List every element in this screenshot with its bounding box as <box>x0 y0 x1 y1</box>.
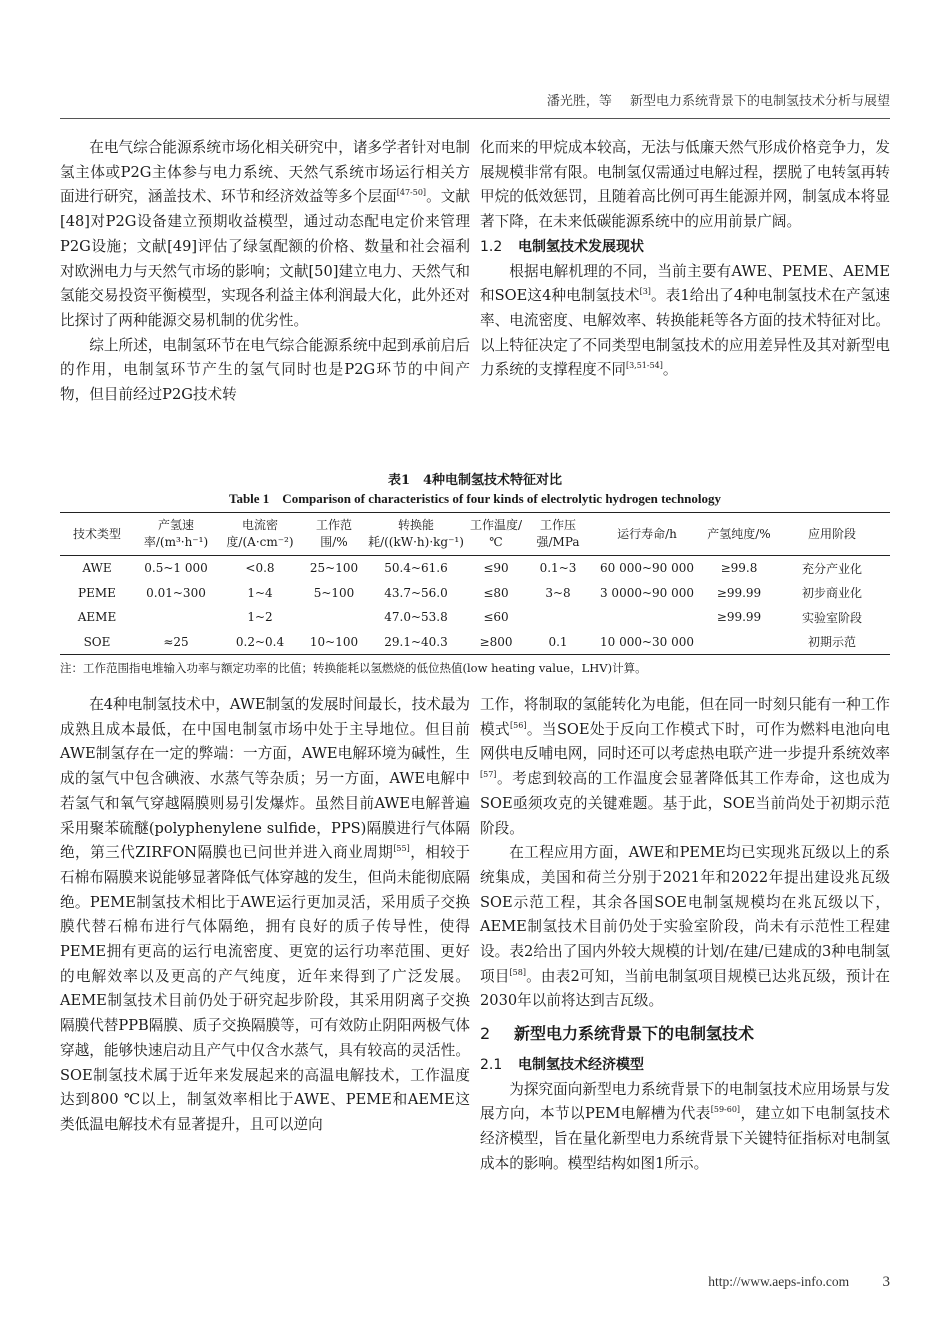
page-number: 3 <box>882 1274 890 1290</box>
citation: [57] <box>480 770 497 780</box>
table-title-cn: 表1 4种电制氢技术特征对比 <box>387 473 563 488</box>
column-header: 应用阶段 <box>807 526 856 541</box>
table-cell: 60 000~90 000 <box>599 561 695 576</box>
table-cell: 0.1 <box>548 634 568 649</box>
header-divider <box>60 118 890 119</box>
table-cell: ≤80 <box>483 585 509 600</box>
table-cell: 充分产业化 <box>801 561 862 576</box>
table-cell: ≥99.8 <box>720 561 758 576</box>
table-cell: 0.01~300 <box>146 585 206 600</box>
citation: [55] <box>393 844 410 854</box>
table-cell <box>134 605 218 630</box>
table-cell: PEME <box>78 585 116 600</box>
column-header: 运行寿命/h <box>617 526 677 541</box>
table-cell: AEME <box>77 610 117 625</box>
right-column-top <box>480 136 890 383</box>
table-cell: 3~8 <box>545 585 571 600</box>
section-heading-2-1: 2.1 电制氢技术经济模型 <box>480 1056 644 1073</box>
table-note: 注：工作范围指电堆输入功率与额定功率的比值；转换能耗以氢燃烧的低位热值(low heating value，LHV)计算。 <box>60 661 647 675</box>
table-cell: <0.8 <box>245 561 275 576</box>
citation: [58] <box>509 967 526 977</box>
table-row <box>60 581 890 606</box>
table-cell <box>302 605 366 630</box>
table-cell <box>590 605 704 630</box>
column-header: 工作温度/℃ <box>469 518 523 549</box>
table-cell: 25~100 <box>309 561 359 576</box>
right-column-bottom <box>480 693 890 1176</box>
table-cell: 实验室阶段 <box>801 610 862 625</box>
column-header: 工作范围/% <box>315 518 352 549</box>
header-authors: 潘光胜，等 <box>546 94 612 109</box>
table-cell: 29.1~40.3 <box>384 634 448 649</box>
table-cell: 1~4 <box>247 585 273 600</box>
journal-url: http://www.aeps-info.com <box>708 1274 850 1289</box>
table-cell: 3 0000~90 000 <box>599 585 695 600</box>
column-header: 产氢纯度/% <box>707 526 771 541</box>
section-heading-1-2: 1.2 电制氢技术发展现状 <box>480 238 644 255</box>
table-1 <box>60 472 890 676</box>
paragraph: 综上所述，电制氢环节在电气综合能源系统中起到承前启后的作用，电制氢环节产生的氢气同时也是P2G环节的中间产物，但目前经过P2G技术转 <box>60 336 470 404</box>
table-cell: 0.5~1 000 <box>144 561 208 576</box>
citation: [59-60] <box>710 1105 741 1115</box>
table-header-row <box>60 513 890 556</box>
column-header: 产氢速率/(m³·h⁻¹) <box>143 518 209 549</box>
running-header <box>470 90 890 109</box>
table-cell: AWE <box>82 561 112 576</box>
table-cell: ≥99.99 <box>716 610 762 625</box>
table-row <box>60 605 890 630</box>
table-row <box>60 556 890 581</box>
citation: [56] <box>510 720 527 730</box>
paragraph: 在工程应用方面，AWE和PEME均已实现兆瓦级以上的系统集成，美国和荷兰分别于2021年和2022年提出建设兆瓦级SOE示范工程，其余各国SOE电制氢规模均在兆瓦级以下，AEME制氢技术目前仍处于实验室阶段，尚未有示范性工程建设。表2给出了国内外较大规模的计划/在建/已建成的3种电制氢项目[58]。由表2可知，当前电制氢项目规模已达兆瓦级，预计在2030年以前将达到吉瓦级。 <box>480 844 890 1010</box>
table-title-en: Table 1 Comparison of characteristics of four kinds of electrolytic hydrogen technology <box>228 491 722 506</box>
table-cell: ≈25 <box>163 634 189 649</box>
table-cell: 10~100 <box>309 634 359 649</box>
left-column-top <box>60 136 470 408</box>
paragraph: 为探究面向新型电力系统背景下的电制氢技术应用场景与发展方向，本节以PEM电解槽为代表[59-60]，建立如下电制氢技术经济模型，旨在量化新型电力系统背景下关键特征指标对电制氢成本的影响。模型结构如图1所示。 <box>480 1080 890 1172</box>
table-cell: 47.0~53.8 <box>384 610 448 625</box>
paragraph: 化而来的甲烷成本较高，无法与低廉天然气形成价格竞争力，发展规模非常有限。电制氢仅需通过电解过程，摆脱了电转氢再转甲烷的低效惩罚，且随着高比例可再生能源并网，制氢成本将显著下降，在未来低碳能源系统中的应用前景广阔。 <box>480 139 890 231</box>
table-cell: ≤90 <box>483 561 509 576</box>
page-footer <box>560 1274 890 1291</box>
paragraph: 根据电解机理的不同，当前主要有AWE、PEME、AEME和SOE这4种电制氢技术[3]。表1给出了4种电制氢技术在产氢速率、电流密度、电解效率、转换能耗等各方面的技术特征对比。以上特征决定了不同类型电制氢技术的应用差异性及其对新型电力系统的支撑程度不同[3,51-54]。 <box>480 262 890 379</box>
section-heading-2: 2 新型电力系统背景下的电制氢技术 <box>480 1024 755 1044</box>
header-title: 新型电力系统背景下的电制氢技术分析与展望 <box>629 94 890 109</box>
column-header: 技术类型 <box>72 526 121 541</box>
table-cell: 10 000~30 000 <box>599 634 695 649</box>
table-cell <box>704 630 774 655</box>
paragraph: 在4种电制氢技术中，AWE制氢的发展时间最长，技术最为成熟且成本最低，在中国电制氢市场中处于主导地位。但目前AWE制氢存在一定的弊端：一方面，AWE电解环境为碱性，生成的氢气中包含碘液、水蒸气等杂质；另一方面，AWE电解中若氢气和氧气穿越隔膜则易引发爆炸。虽然目前AWE电解普遍采用聚苯硫醚(polyphenylene sulfide，PPS)隔膜进行气体隔绝，第三代ZIRFON隔膜也已问世并进入商业周期[55]，相较于石棉布隔膜来说能够显著降低气体穿越的发生，但尚未能彻底隔绝。PEME制氢技术相比于AWE运行更加灵活，采用质子交换膜代替石棉布进行气体隔绝，拥有良好的质子传导性，使得PEME拥有更高的运行电流密度、更宽的运行功率范围、更好的电解效率以及更高的产气纯度，近年来得到了广泛发展。AEME制氢技术目前仍处于研究起步阶段，其采用阴离子交换隔膜代替PPB隔膜、质子交换隔膜等，可有效防止阴阳两极气体穿越，能够快速启动且产气中仅含水蒸气，具有较高的灵活性。SOE制氢技术属于近年来发展起来的高温电解技术，工作温度达到800 ℃以上，制氢效率相比于AWE、PEME和AEME这类低温电解技术有显著提升，且可以逆向 <box>60 696 470 1133</box>
citation: [3] <box>639 287 651 297</box>
table-cell: 初期示范 <box>807 635 856 650</box>
column-header: 工作压强/MPa <box>536 518 580 549</box>
column-header: 电流密度/(A·cm⁻²) <box>226 518 294 549</box>
table-cell: SOE <box>83 634 111 649</box>
left-column-bottom <box>60 693 470 1138</box>
spec-table <box>60 512 890 655</box>
table-cell: 初步商业化 <box>801 586 862 601</box>
table-cell: 5~100 <box>313 585 355 600</box>
table-cell: ≥800 <box>479 634 513 649</box>
column-header: 转换能耗/((kW·h)·kg⁻¹) <box>368 518 464 549</box>
table-cell: 1~2 <box>247 610 273 625</box>
citation: [47-50] <box>396 188 427 198</box>
paragraph: 工作，将制取的氢能转化为电能，但在同一时刻只能有一种工作模式[56]。当SOE处于反向工作模式下时，可作为燃料电池向电网供电反哺电网，同时还可以考虑热电联产进一步提升系统效率[57]。考虑到较高的工作温度会显著降低其工作寿命，这也成为SOE亟须攻克的关键难题。基于此，SOE当前尚处于初期示范阶段。 <box>480 696 890 837</box>
paragraph: 在电气综合能源系统市场化相关研究中，诸多学者针对电制氢主体或P2G主体参与电力系统、天然气系统市场运行相关方面进行研究，涵盖技术、环节和经济效益等多个层面[47-50]。文献[48]对P2G设备建立预期收益模型，通过动态配电定价来管理P2G设施；文献[49]评估了绿氢配额的价格、数量和社会福利对欧洲电力与天然气市场的影响；文献[50]建立电力、天然气和氢能交易投资平衡模型，实现各利益主体利润最大化，此外还对比探讨了两种能源交易机制的优劣性。 <box>60 139 470 329</box>
table-cell <box>526 605 590 630</box>
table-cell: ≤60 <box>483 610 509 625</box>
citation: [3,51-54] <box>625 361 663 371</box>
table-cell: 0.1~3 <box>539 561 577 576</box>
table-row <box>60 630 890 655</box>
table-cell: 43.7~56.0 <box>384 585 448 600</box>
table-cell: ≥99.99 <box>716 585 762 600</box>
table-cell: 50.4~61.6 <box>384 561 448 576</box>
table-cell: 0.2~0.4 <box>235 634 285 649</box>
